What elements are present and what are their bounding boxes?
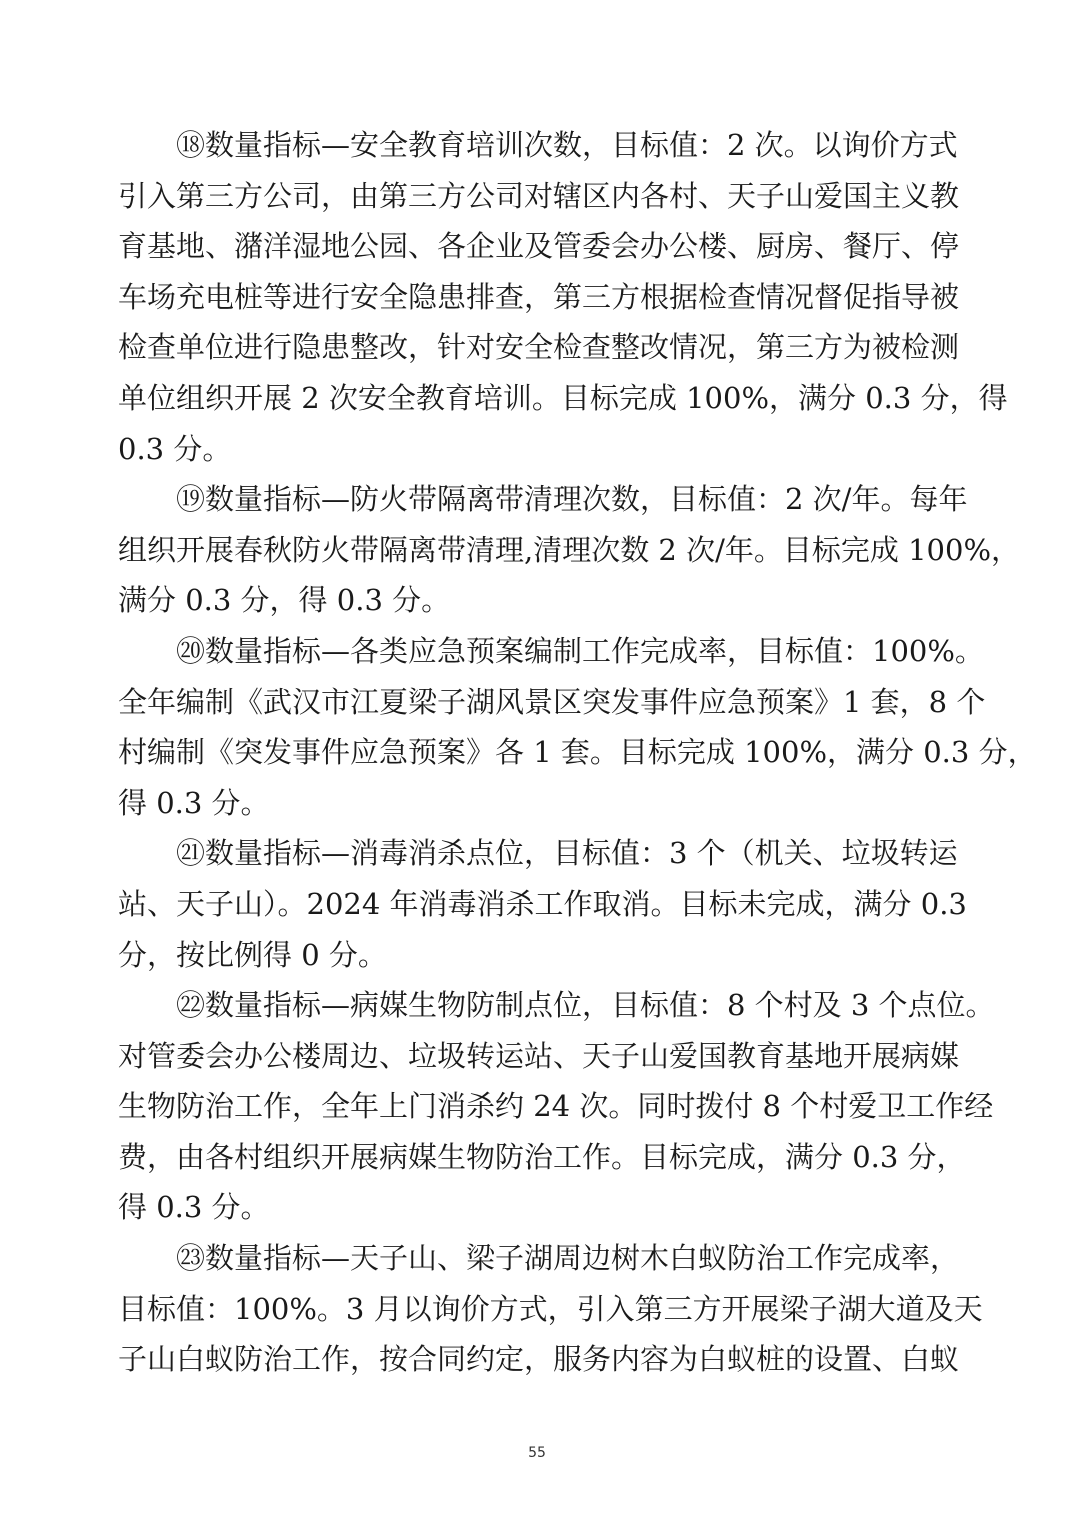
text-line: 得 0.3 分。 [118,785,270,820]
text-line: 村编制《突发事件应急预案》各 1 套。目标完成 100%，满分 0.3 分， [118,735,1037,770]
paragraph-19 [118,474,1021,626]
text-line: 生物防治工作，全年上门消杀约 24 次。同时拨付 8 个村爱卫工作经 [118,1089,994,1124]
text-line: ⑱数量指标—安全教育培训次数，目标值：2 次。以询价方式 [176,128,958,162]
text-line: 对管委会办公楼周边、垃圾转运站、天子山爱国教育基地开展病媒 [118,1038,960,1073]
text-line: 全年编制《武汉市江夏梁子湖风景区突发事件应急预案》1 套，8 个 [118,684,986,719]
paragraph-23 [118,1233,983,1385]
text-line: 检查单位进行隐患整改，针对安全检查整改情况，第三方为被检测 [118,330,960,365]
text-line: ⑲数量指标—防火带隔离带清理次数，目标值：2 次/年。每年 [176,482,968,517]
text-line: 费，由各村组织开展病媒生物防治工作。目标完成，满分 0.3 分， [118,1139,966,1174]
text-line: 育基地、潴洋湿地公园、各企业及管委会办公楼、厨房、餐厅、停 [118,229,960,264]
paragraph-22 [118,980,995,1233]
text-line: 车场充电桩等进行安全隐患排查，第三方根据检查情况督促指导被 [118,279,960,314]
text-line: ㉑数量指标—消毒消杀点位，目标值：3 个（机关、垃圾转运 [176,836,958,871]
text-line: ㉓数量指标—天子山、梁子湖周边树木白蚁防治工作完成率， [176,1241,960,1276]
text-line: 引入第三方公司，由第三方公司对辖区内各村、天子山爱国主义教 [118,178,960,213]
page-number: 55 [528,1445,546,1461]
text-line: 单位组织开展 2 次安全教育培训。目标完成 100%，满分 0.3 分，得 [118,380,1008,415]
paragraph-21 [118,828,967,980]
text-line: ⑳数量指标—各类应急预案编制工作完成率，目标值：100%。 [176,633,984,668]
text-line: 站、天子山）。2024 年消毒消杀工作取消。目标未完成，满分 0.3 [118,886,967,921]
text-line: 组织开展春秋防火带隔离带清理,清理次数 2 次/年。目标完成 100%， [118,532,1021,567]
text-line: 得 0.3 分。 [118,1190,270,1225]
document-body [118,120,1037,1385]
paragraph-20 [118,626,1037,828]
text-line: 目标值：100%。3 月以询价方式，引入第三方开展梁子湖大道及天 [118,1291,983,1326]
paragraph-18 [118,120,1008,474]
text-line: 分，按比例得 0 分。 [118,937,387,972]
text-line: 满分 0.3 分，得 0.3 分。 [118,583,451,618]
text-line: 子山白蚁防治工作，按合同约定，服务内容为白蚁桩的设置、白蚁 [118,1342,960,1377]
text-line: 0.3 分。 [118,431,232,466]
text-line: ㉒数量指标—病媒生物防制点位，目标值：8 个村及 3 个点位。 [176,988,995,1023]
